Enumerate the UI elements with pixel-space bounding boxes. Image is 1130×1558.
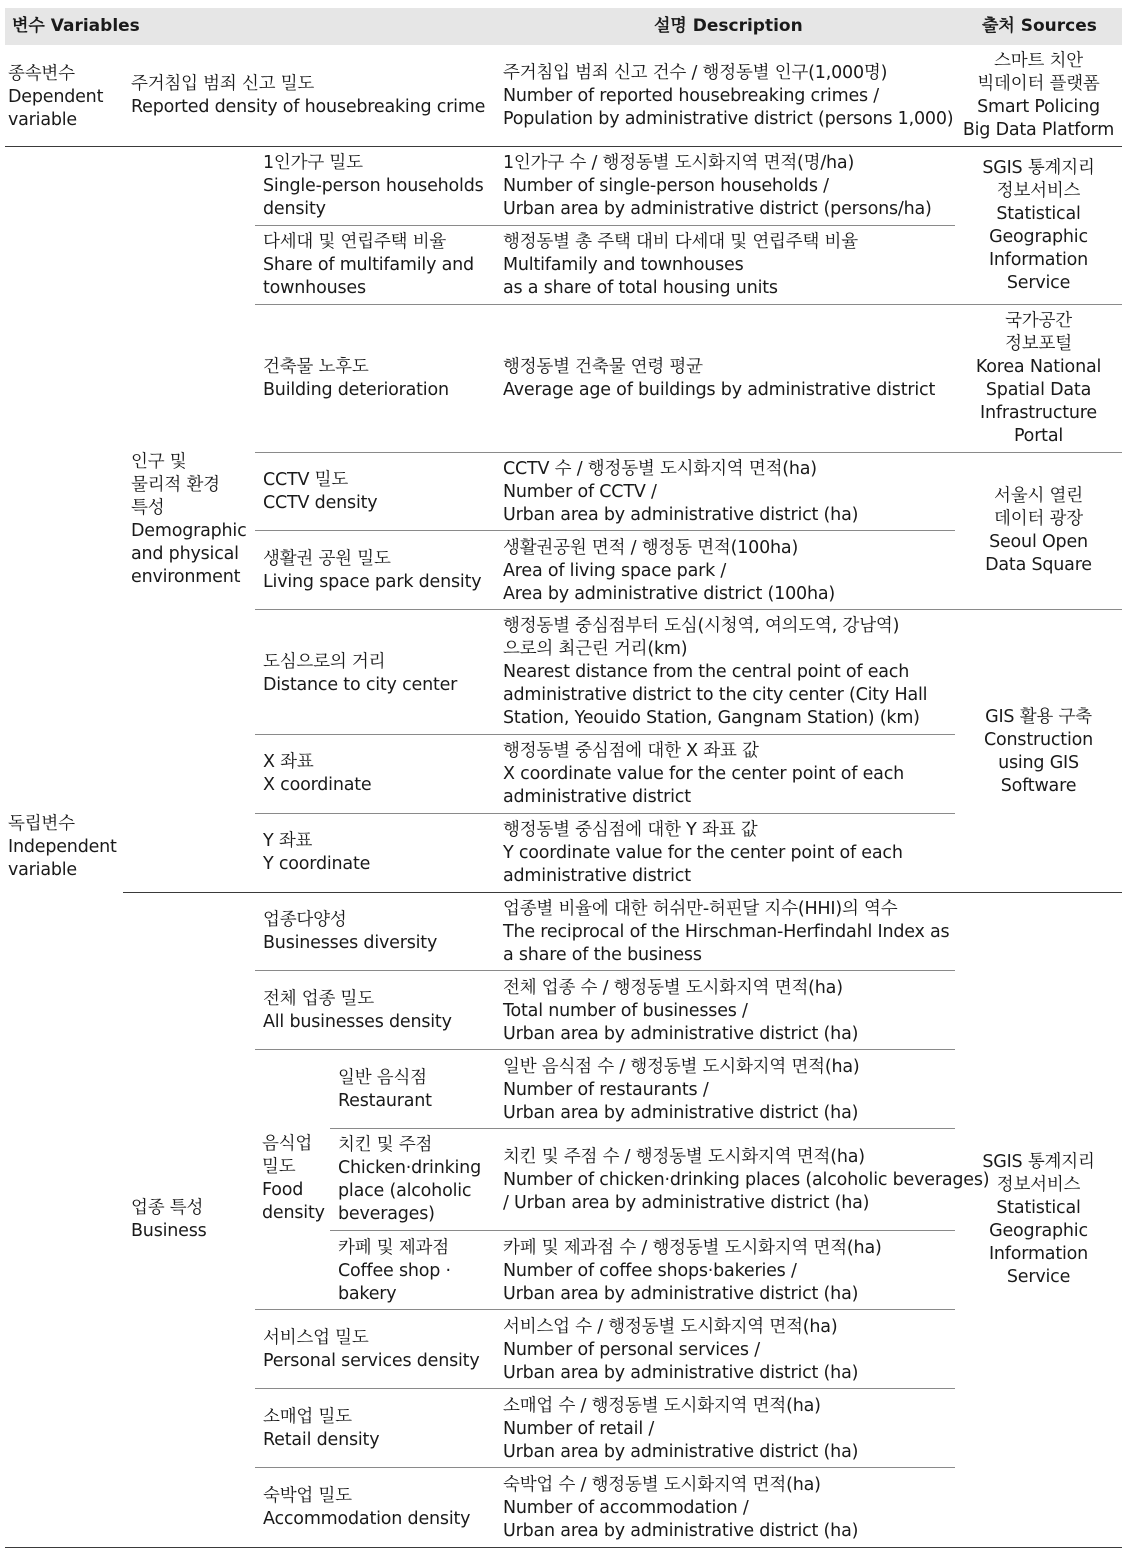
- row-divider: [255, 452, 1122, 453]
- row-description: 전체 업종 수 / 행정동별 도시화지역 면적(ha) Total number of businesses / Urban area by administrative district (ha): [503, 978, 859, 1044]
- row-description: 업종별 비율에 대한 허쉬만-허핀달 지수(HHI)의 역수 The reciprocal of the Hirschman-Herfindahl Index as a share of the business: [503, 899, 950, 965]
- source-cell: SGIS 통계지리 정보서비스 Statistical Geographic Information Service: [982, 158, 1095, 293]
- subgroup-demographic-label: 인구 및 물리적 환경 특성 Demographic and physical environment: [131, 452, 247, 587]
- row-name: X 좌표 X coordinate: [263, 752, 372, 795]
- row-divider: [255, 1309, 955, 1310]
- row-name: 치킨 및 주점 Chicken·drinking place (alcoholic beverages): [338, 1135, 481, 1224]
- dependent-variable-name: 주거침입 범죄 신고 밀도 Reported density of housebreaking crime: [131, 74, 486, 117]
- source-cell: 국가공간 정보포털 Korea National Spatial Data Infrastructure Portal: [975, 311, 1102, 446]
- row-description: CCTV 수 / 행정동별 도시화지역 면적(ha) Number of CCTV / Urban area by administrative district (ha): [503, 459, 859, 525]
- row-divider: [255, 304, 1122, 305]
- row-name: 1인가구 밀도 Single-person households density: [263, 153, 484, 219]
- row-name: Y 좌표 Y coordinate: [263, 831, 371, 874]
- source-cell: SGIS 통계지리 정보서비스 Statistical Geographic Information Service: [982, 1152, 1095, 1287]
- row-description: 소매업 수 / 행정동별 도시화지역 면적(ha) Number of retail / Urban area by administrative district (ha): [503, 1396, 859, 1462]
- dependent-variable-source: 스마트 치안 빅데이터 플랫폼 Smart Policing Big Data Platform: [962, 51, 1115, 140]
- row-description: 카페 및 제과점 수 / 행정동별 도시화지역 면적(ha) Number of coffee shops·bakeries / Urban area by administrative district (ha): [503, 1238, 882, 1304]
- row-divider: [330, 1128, 955, 1129]
- food-density-group-label: 음식업 밀도 Food density: [262, 1134, 325, 1223]
- row-name: 생활권 공원 밀도 Living space park density: [263, 549, 482, 592]
- row-name: 전체 업종 밀도 All businesses density: [263, 989, 452, 1032]
- table-header: [5, 8, 1122, 45]
- row-divider: [255, 1388, 955, 1389]
- row-description: 1인가구 수 / 행정동별 도시화지역 면적(명/ha) Number of single-person households / Urban area by administrative district (persons/ha): [503, 153, 932, 219]
- dependent-variable-description: 주거침입 범죄 신고 건수 / 행정동별 인구(1,000명) Number of reported housebreaking crimes / Population by administrative district (persons 1,000): [503, 63, 954, 129]
- row-description: 행정동별 중심점에 대한 X 좌표 값 X coordinate value for the center point of each administrative district: [503, 741, 905, 807]
- independent-group-label: 독립변수 Independent variable: [8, 814, 117, 880]
- row-divider: [255, 970, 955, 971]
- row-name: 도심으로의 거리 Distance to city center: [263, 652, 458, 695]
- row-name: 업종다양성 Businesses diversity: [263, 910, 438, 953]
- row-description: 치킨 및 주점 수 / 행정동별 도시화지역 면적(ha) Number of chicken·drinking places (alcoholic beverages) / Urban area by administrative district (ha): [503, 1147, 990, 1213]
- row-name: 일반 음식점 Restaurant: [338, 1068, 432, 1111]
- subgroup-divider: [123, 892, 1122, 893]
- subgroup-business-label: 업종 특성 Business: [131, 1198, 207, 1241]
- row-divider: [255, 609, 1122, 610]
- row-name: 서비스업 밀도 Personal services density: [263, 1328, 480, 1371]
- row-description: 행정동별 중심점부터 도심(시청역, 여의도역, 강남역) 으로의 최근린 거리(km) Nearest distance from the central point of each administrative district to the city center (City Hall Station, Yeouido Station, Gangnam Station) (km): [503, 616, 928, 728]
- row-name: 다세대 및 연립주택 비율 Share of multifamily and townhouses: [263, 232, 474, 298]
- row-description: 숙박업 수 / 행정동별 도시화지역 면적(ha) Number of accommodation / Urban area by administrative district (ha): [503, 1475, 859, 1541]
- header-description: 설명 Description: [654, 16, 803, 36]
- header-sources: 출처 Sources: [982, 16, 1097, 36]
- row-description: 일반 음식점 수 / 행정동별 도시화지역 면적(ha) Number of restaurants / Urban area by administrative district (ha): [503, 1057, 860, 1123]
- row-description: 생활권공원 면적 / 행정동 면적(100ha) Area of living space park / Area by administrative district (100ha): [503, 538, 835, 604]
- source-cell: 서울시 열린 데이터 광장 Seoul Open Data Square: [985, 486, 1092, 575]
- row-name: 건축물 노후도 Building deterioration: [263, 357, 449, 400]
- row-divider: [255, 1049, 955, 1050]
- row-description: 행정동별 건축물 연령 평균 Average age of buildings by administrative district: [503, 357, 936, 400]
- row-divider: [255, 734, 955, 735]
- row-description: 행정동별 총 주택 대비 다세대 및 연립주택 비율 Multifamily and townhouses as a share of total housing units: [503, 232, 858, 298]
- source-cell: GIS 활용 구축 Construction using GIS Software: [983, 707, 1094, 796]
- dependent-group-label: 종속변수 Dependent variable: [8, 64, 104, 130]
- row-divider: [255, 1467, 955, 1468]
- row-divider: [255, 530, 955, 531]
- row-name: 숙박업 밀도 Accommodation density: [263, 1486, 471, 1529]
- row-name: 소매업 밀도 Retail density: [263, 1407, 380, 1450]
- table-bottom-rule: [5, 1547, 1122, 1548]
- header-variables: 변수 Variables: [12, 16, 140, 36]
- divider-dependent: [5, 146, 1122, 147]
- row-divider: [255, 225, 955, 226]
- row-description: 서비스업 수 / 행정동별 도시화지역 면적(ha) Number of personal services / Urban area by administrative district (ha): [503, 1317, 859, 1383]
- row-name: CCTV 밀도 CCTV density: [263, 470, 378, 513]
- row-divider: [255, 813, 955, 814]
- row-description: 행정동별 중심점에 대한 Y 좌표 값 Y coordinate value for the center point of each administrative district: [503, 820, 903, 886]
- row-divider: [330, 1230, 955, 1231]
- row-name: 카페 및 제과점 Coffee shop · bakery: [338, 1238, 451, 1304]
